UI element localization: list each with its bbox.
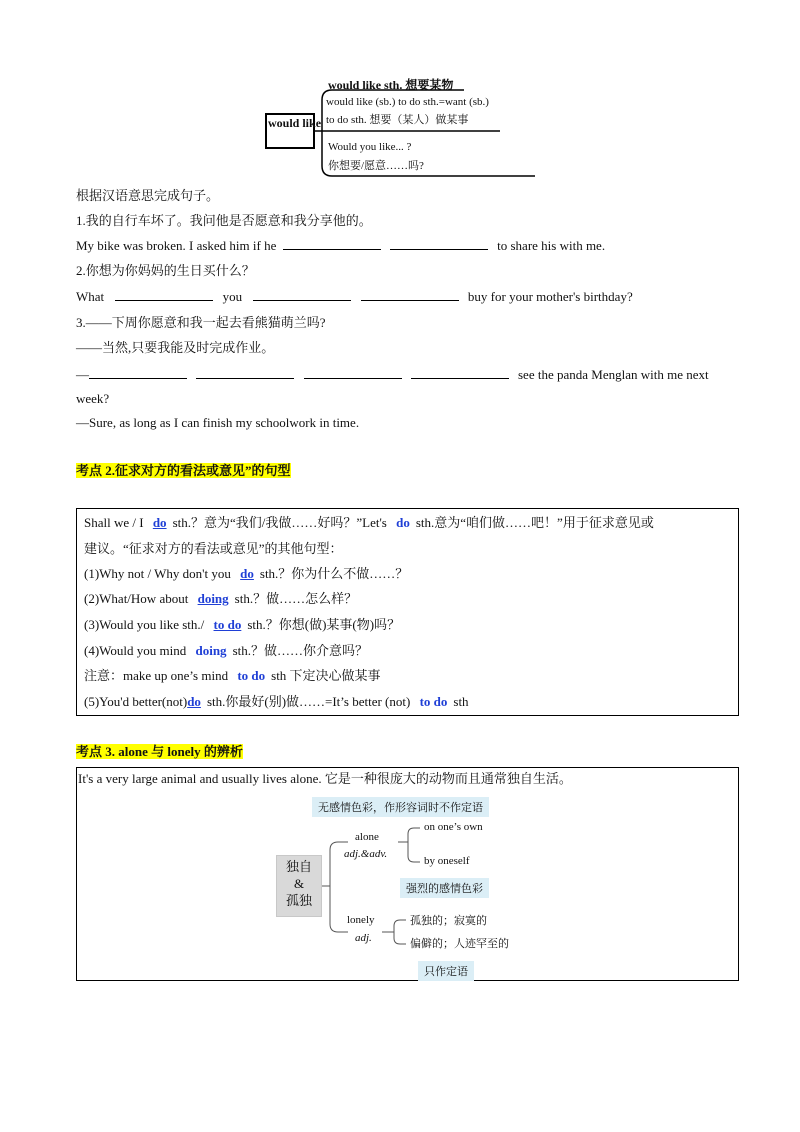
alone-label: alone xyxy=(355,831,379,843)
lonely-meaning-2: 偏僻的；人迹罕至的 xyxy=(410,938,509,950)
section-2-line-1: Shall we / I do sth.？意为“我们/我做……好吗？”Let's do sth.意为“咱们做……吧！”用于征求意见或 xyxy=(84,515,654,530)
section-2-line-3: (1)Why not / Why don't you do sth.？你为什么不做……？ xyxy=(84,566,409,581)
alone-note-bubble: 无感情色彩，作形容词时不作定语 xyxy=(312,797,489,817)
question-3-english: — see the panda Menglan with me next xyxy=(76,367,709,382)
answer-blank[interactable] xyxy=(196,366,294,379)
section-2-line-6: (4)Would you mind doing sth.？做……你介意吗？ xyxy=(84,643,368,658)
question-2-chinese: 2.你想为你妈妈的生日买什么？ xyxy=(76,263,255,278)
section-2-title: 考点 2.征求对方的看法或意见”的句型 xyxy=(76,463,291,478)
answer-blank[interactable] xyxy=(283,237,381,250)
diagram-root-label: would like xyxy=(268,116,322,130)
lonely-note-bubble: 强烈的感情色彩 xyxy=(400,878,489,898)
question-1-chinese: 1.我的自行车坏了。我问他是否愿意和我分享他的。 xyxy=(76,213,372,228)
answer-blank[interactable] xyxy=(115,288,213,301)
section-2-line-4: (2)What/How about doing sth.？做……怎么样？ xyxy=(84,591,358,606)
alone-meaning-1: on one’s own xyxy=(424,821,483,833)
question-3-chinese-reply: ——当然,只要我能及时完成作业。 xyxy=(76,340,275,355)
lonely-label: lonely xyxy=(347,914,375,926)
question-3-english-cont: week? xyxy=(76,391,110,406)
exercise-instruction: 根据汉语意思完成句子。 xyxy=(76,188,220,203)
diagram-branch-1: would like sth. 想要某物 xyxy=(328,78,454,92)
question-2-english: What you buy for your mother's birthday? xyxy=(76,289,633,304)
answer-blank[interactable] xyxy=(361,288,459,301)
section-2-line-5: (3)Would you like sth./ to do sth.？你想(做)某事(物)吗？ xyxy=(84,617,401,632)
question-3-english-reply: —Sure, as long as I can finish my schoolwork in time. xyxy=(76,415,360,430)
diagram-branch-2b: to do sth. 想要（某人）做某事 xyxy=(326,114,469,126)
diagram-branch-3a: Would you like... ? xyxy=(328,141,412,153)
section-2-line-2: 建议。“征求对方的看法或意见”的其他句型： xyxy=(84,541,343,556)
lonely-pos: adj. xyxy=(355,932,372,944)
section-3-title: 考点 3. alone 与 lonely 的辨析 xyxy=(76,744,243,759)
section-2-line-8: (5)You'd better(not)do sth.你最好(别)做……=It’s better (not) to do sth xyxy=(84,694,469,709)
answer-blank[interactable] xyxy=(253,288,351,301)
answer-blank[interactable] xyxy=(411,366,509,379)
lonely-meaning-1: 孤独的；寂寞的 xyxy=(410,915,487,927)
answer-blank[interactable] xyxy=(390,237,488,250)
question-3-chinese: 3.——下周你愿意和我一起去看熊猫萌兰吗? xyxy=(76,315,326,330)
section-2-line-7: 注意：make up one’s mind to do sth 下定决心做某事 xyxy=(84,668,381,683)
alone-pos: adj.&adv. xyxy=(344,848,388,860)
mindmap-center-node: 独自 & 孤独 xyxy=(276,855,322,917)
answer-blank[interactable] xyxy=(89,366,187,379)
diagram-branch-3b: 你想要/愿意……吗? xyxy=(328,160,424,172)
lonely-attributive-bubble: 只作定语 xyxy=(418,961,474,981)
answer-blank[interactable] xyxy=(304,366,402,379)
question-1-english: My bike was broken. I asked him if he to share his with me. xyxy=(76,238,606,253)
alone-meaning-2: by oneself xyxy=(424,855,470,867)
diagram-branch-2a: would like (sb.) to do sth.=want (sb.) xyxy=(326,96,489,108)
section-3-example: It's a very large animal and usually lives alone. 它是一种很庞大的动物而且通常独自生活。 xyxy=(78,771,572,786)
